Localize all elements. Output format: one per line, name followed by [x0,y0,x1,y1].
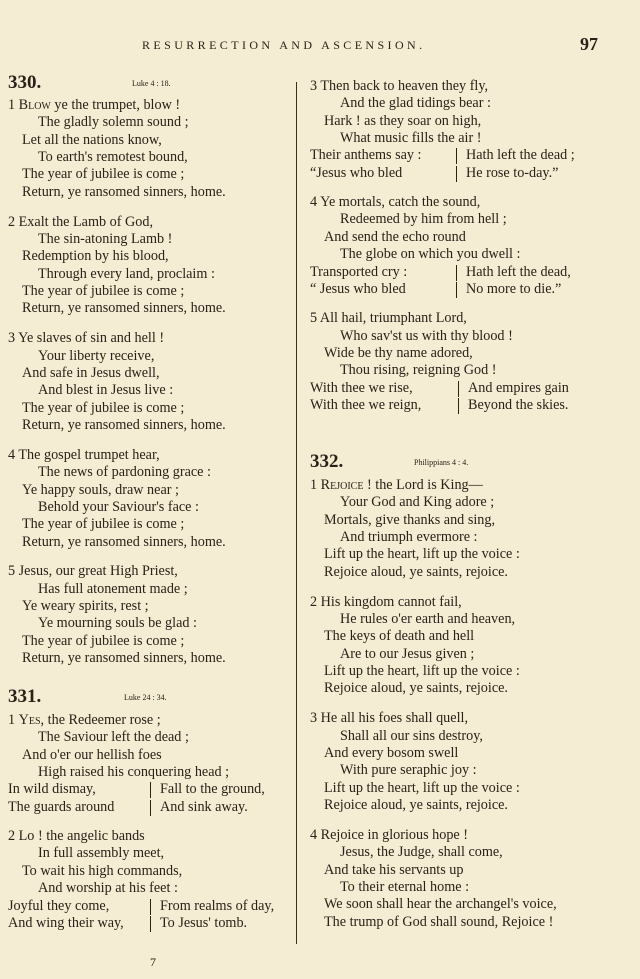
verse-text: The year of jubilee is come ; [22,516,185,533]
verse-text: The news of pardoning grace : [38,464,211,481]
verse-line [38,266,215,283]
verse-line [22,166,184,183]
verse-line [38,231,172,248]
verse-text: ye the trumpet, blow ! [54,97,181,113]
split-bar [456,166,457,182]
split-bar [150,899,151,915]
verse-text: Behold your Saviour's face : [38,498,199,515]
stanza-number: 3 [8,330,19,347]
split-left-text: “ Jesus who bled [310,280,406,297]
verse-text: Your liberty receive, [38,347,155,364]
verse-line [310,827,468,844]
verse-text: High raised his conquering head ; [38,764,230,781]
stanza-number: 1 [8,712,19,728]
verse-line [8,97,180,114]
split-bar [150,782,151,798]
verse-text: What music fills the air ! [340,130,482,147]
hymn-heading [310,451,630,473]
verse-line [324,745,458,762]
split-right-text: Hath left the dead ; [466,147,575,164]
split-verse-line [8,799,296,816]
page-number: 97 [580,34,598,54]
verse-text: Return, ye ransomed sinners, home. [22,533,226,550]
verse-text: Lift up the heart, lift up the voice : [324,779,520,796]
verse-text: Jesus, the Judge, shall come, [340,844,503,861]
verse-line [310,594,462,611]
hymn-first-word: Rejoice [320,477,367,493]
verse-text: The year of jubilee is come ; [22,283,185,299]
verse-line [324,680,508,697]
scripture-reference: Luke 4 : 18. [132,79,171,88]
scripture-reference: Luke 24 : 34. [124,693,167,702]
verse-line [324,564,508,581]
split-bar [458,398,459,414]
verse-line [310,477,483,494]
verse-text: With pure seraphic joy : [340,762,477,779]
verse-text: Lift up the heart, lift up the voice : [324,663,520,679]
verse-text: The trump of God shall sound, Rejoice ! [324,913,554,930]
split-verse-line [310,147,630,164]
verse-text: The Saviour left the dead ; [38,729,189,746]
stanza-number: 5 [8,563,19,580]
verse-line [22,417,226,434]
verse-text: Lift up the heart, lift up the voice : [324,546,520,563]
split-right-text: No more to die.” [466,280,562,297]
verse-text: Ye slaves of sin and hell ! [18,330,165,347]
verse-line [22,516,184,533]
column-divider [296,82,297,944]
verse-text: To their eternal home : [340,878,470,895]
split-verse-line [8,781,296,798]
split-verse-line [310,380,630,397]
verse-text: Jesus, our great High Priest, [18,563,178,580]
verse-text: Mortals, give thanks and sing, [324,511,496,528]
verse-text: The keys of death and hell [324,628,475,645]
verse-line [22,747,162,764]
verse-text: Let all the nations know, [22,131,162,148]
verse-text: Rejoice aloud, ye saints, rejoice. [324,796,508,813]
verse-line [22,534,226,551]
verse-line [38,845,164,862]
verse-line [324,780,520,797]
verse-text: And the glad tidings bear : [340,95,491,112]
hymn-number: 330. [8,72,42,93]
verse-text: And take his servants up [324,861,464,878]
split-right-text: Fall to the ground, [160,781,265,798]
split-verse-line [8,898,296,915]
verse-text: Redemption by his blood, [22,248,169,265]
verse-line [38,499,199,516]
verse-text: the Redeemer rose ; [47,712,161,728]
verse-text: Your God and King adore ; [340,494,495,511]
page-header [0,36,640,58]
verse-text: And worship at his feet : [38,880,178,897]
split-bar [150,916,151,932]
verse-line [324,628,474,645]
verse-line [8,828,145,845]
verse-line [8,214,153,231]
hymn-heading [8,72,296,94]
verse-text: Ye happy souls, draw near ; [22,481,179,498]
verse-line [310,310,467,327]
verse-line [38,114,189,131]
verse-text: Hark ! as they soar on high, [324,112,482,129]
verse-line [22,248,169,265]
verse-text: The year of jubilee is come ; [22,399,185,416]
verse-line [8,712,161,729]
verse-text: Ye mortals, catch the sound, [320,194,481,211]
stanza-number: 1 [310,477,321,493]
stanza-number: 4 [8,446,19,463]
verse-line [38,615,197,632]
verse-text: Exalt the Lamb of God, [18,213,153,230]
verse-line [324,862,464,879]
split-bar [458,381,459,397]
verse-line [38,464,211,481]
verse-text: His kingdom cannot fail, [320,593,462,610]
verse-text: And safe in Jesus dwell, [22,364,160,381]
scripture-reference: Philippians 4 : 4. [414,458,469,467]
verse-line [324,663,520,680]
verse-line [22,633,184,650]
verse-line [38,729,189,746]
stanza-number: 3 [310,710,321,727]
split-left-text: And wing their way, [8,914,124,931]
verse-line [310,78,488,95]
verse-text: Who sav'st us with thy blood ! [340,327,513,344]
verse-line [8,563,178,580]
split-right-text: And empires gain [468,379,569,396]
verse-text: Lo ! the angelic bands [18,828,145,845]
verse-line [324,113,481,130]
split-left-text: Their anthems say : [310,147,422,164]
verse-line [22,598,149,615]
stanza-number: 4 [310,194,321,211]
verse-line [340,844,503,861]
verse-line [340,246,520,263]
split-right-text: Hath left the dead, [466,263,571,280]
split-verse-line [310,281,630,298]
verse-line [8,447,160,464]
split-verse-line [310,397,630,414]
split-bar [456,148,457,164]
verse-text: And o'er our hellish foes [22,746,162,763]
verse-line [38,764,229,781]
verse-text: Rejoice aloud, ye saints, rejoice. [324,680,508,697]
verse-line [340,95,491,112]
verse-text: To earth's remotest bound, [38,149,188,166]
verse-line [340,362,496,379]
split-bar [456,265,457,281]
verse-line [324,229,466,246]
split-right-text: To Jesus' tomb. [160,914,248,931]
verse-line [22,132,162,149]
verse-text: He rules o'er earth and heaven, [340,610,516,627]
verse-text: Then back to heaven they fly, [320,78,489,94]
verse-text: Return, ye ransomed sinners, home. [22,300,226,317]
split-right-text: And sink away. [160,798,248,815]
verse-text: And every bosom swell [324,744,459,761]
verse-line [340,879,469,896]
verse-text: And blest in Jesus live : [38,382,174,399]
verse-line [22,863,182,880]
stanza-number: 2 [8,213,19,230]
verse-text: The gladly solemn sound ; [38,114,189,131]
split-left-text: In wild dismay, [8,781,96,798]
verse-line [340,762,477,779]
split-left-text: Joyful they come, [8,897,110,914]
verse-line [22,650,226,667]
verse-text: We soon shall hear the archangel's voice, [324,896,557,913]
verse-text: In full assembly meet, [38,845,165,862]
verse-line [340,611,515,628]
stanza-number: 4 [310,826,321,843]
verse-text: Return, ye ransomed sinners, home. [22,183,226,200]
split-left-text: Transported cry : [310,263,408,280]
running-title: RESURRECTION AND ASCENSION. [142,38,426,52]
verse-line [22,482,179,499]
verse-text: The gospel trumpet hear, [18,446,160,463]
verse-line [310,194,480,211]
split-left-text: “Jesus who bled [310,164,403,181]
verse-line [22,184,226,201]
verse-text: Return, ye ransomed sinners, home. [22,650,226,667]
split-bar [150,800,151,816]
split-left-text: The guards around [8,798,115,815]
verse-text: Ye weary spirits, rest ; [22,598,149,615]
verse-line [340,328,513,345]
verse-line [38,880,178,897]
verse-text: He all his foes shall quell, [320,710,469,727]
verse-line [340,211,507,228]
verse-text: Shall all our sins destroy, [340,727,483,744]
verse-text: The sin-atoning Lamb ! [38,230,173,247]
hymn-first-word: Blow [18,97,55,113]
verse-line [324,914,553,931]
verse-text: Through every land, proclaim : [38,265,215,282]
verse-line [22,283,184,300]
verse-line [340,494,494,511]
hymn-number: 332. [310,451,344,472]
verse-line [38,382,173,399]
verse-line [340,130,481,147]
verse-line [38,348,154,365]
verse-text: The globe on which you dwell : [340,246,521,263]
stanza-number: 1 [8,97,19,113]
verse-text: The year of jubilee is come ; [22,632,185,649]
verse-line [22,365,160,382]
verse-text: Rejoice in glorious hope ! [320,826,469,843]
signature-mark: 7 [150,955,156,969]
verse-line [340,728,483,745]
verse-line [310,710,468,727]
split-right-text: From realms of day, [160,897,275,914]
verse-text: Thou rising, reigning God ! [340,362,497,379]
verse-line [38,149,188,166]
verse-text: Are to our Jesus given ; [340,645,475,662]
verse-line [8,330,164,347]
split-verse-line [8,915,296,932]
verse-line [22,400,184,417]
split-verse-line [310,165,630,182]
stanza-number: 5 [310,310,320,327]
verse-text: The year of jubilee is come ; [22,166,185,183]
verse-line [324,896,557,913]
verse-line [324,345,473,362]
verse-text: Return, ye ransomed sinners, home. [22,416,226,433]
verse-line [324,546,520,563]
split-left-text: With thee we reign, [310,396,422,413]
verse-text: ! the Lord is King— [366,477,483,493]
split-left-text: With thee we rise, [310,379,413,396]
verse-line [38,581,188,598]
split-bar [456,282,457,298]
verse-line [340,646,474,663]
verse-text: To wait his high commands, [22,862,183,879]
verse-text: Rejoice aloud, ye saints, rejoice. [324,563,508,580]
split-right-text: Beyond the skies. [468,396,569,413]
verse-line [22,300,226,317]
stanza-number: 3 [310,78,321,94]
hymn-number: 331. [8,686,42,707]
verse-text: And send the echo round [324,228,466,245]
verse-line [324,512,495,529]
verse-text: Has full atonement made ; [38,580,188,597]
verse-text: And triumph evermore : [340,529,478,546]
split-verse-line [310,264,630,281]
verse-line [340,529,478,546]
hymn-heading [8,686,296,708]
verse-text: Ye mourning souls be glad : [38,615,197,632]
verse-text: Redeemed by him from hell ; [340,211,507,228]
split-right-text: He rose to-day.” [466,164,559,181]
stanza-number: 2 [310,593,321,610]
stanza-number: 2 [8,828,19,845]
verse-text: All hail, triumphant Lord, [319,310,467,327]
hymn-first-word: Yes, [18,712,48,728]
verse-line [324,797,508,814]
verse-text: Wide be thy name adored, [324,344,473,361]
